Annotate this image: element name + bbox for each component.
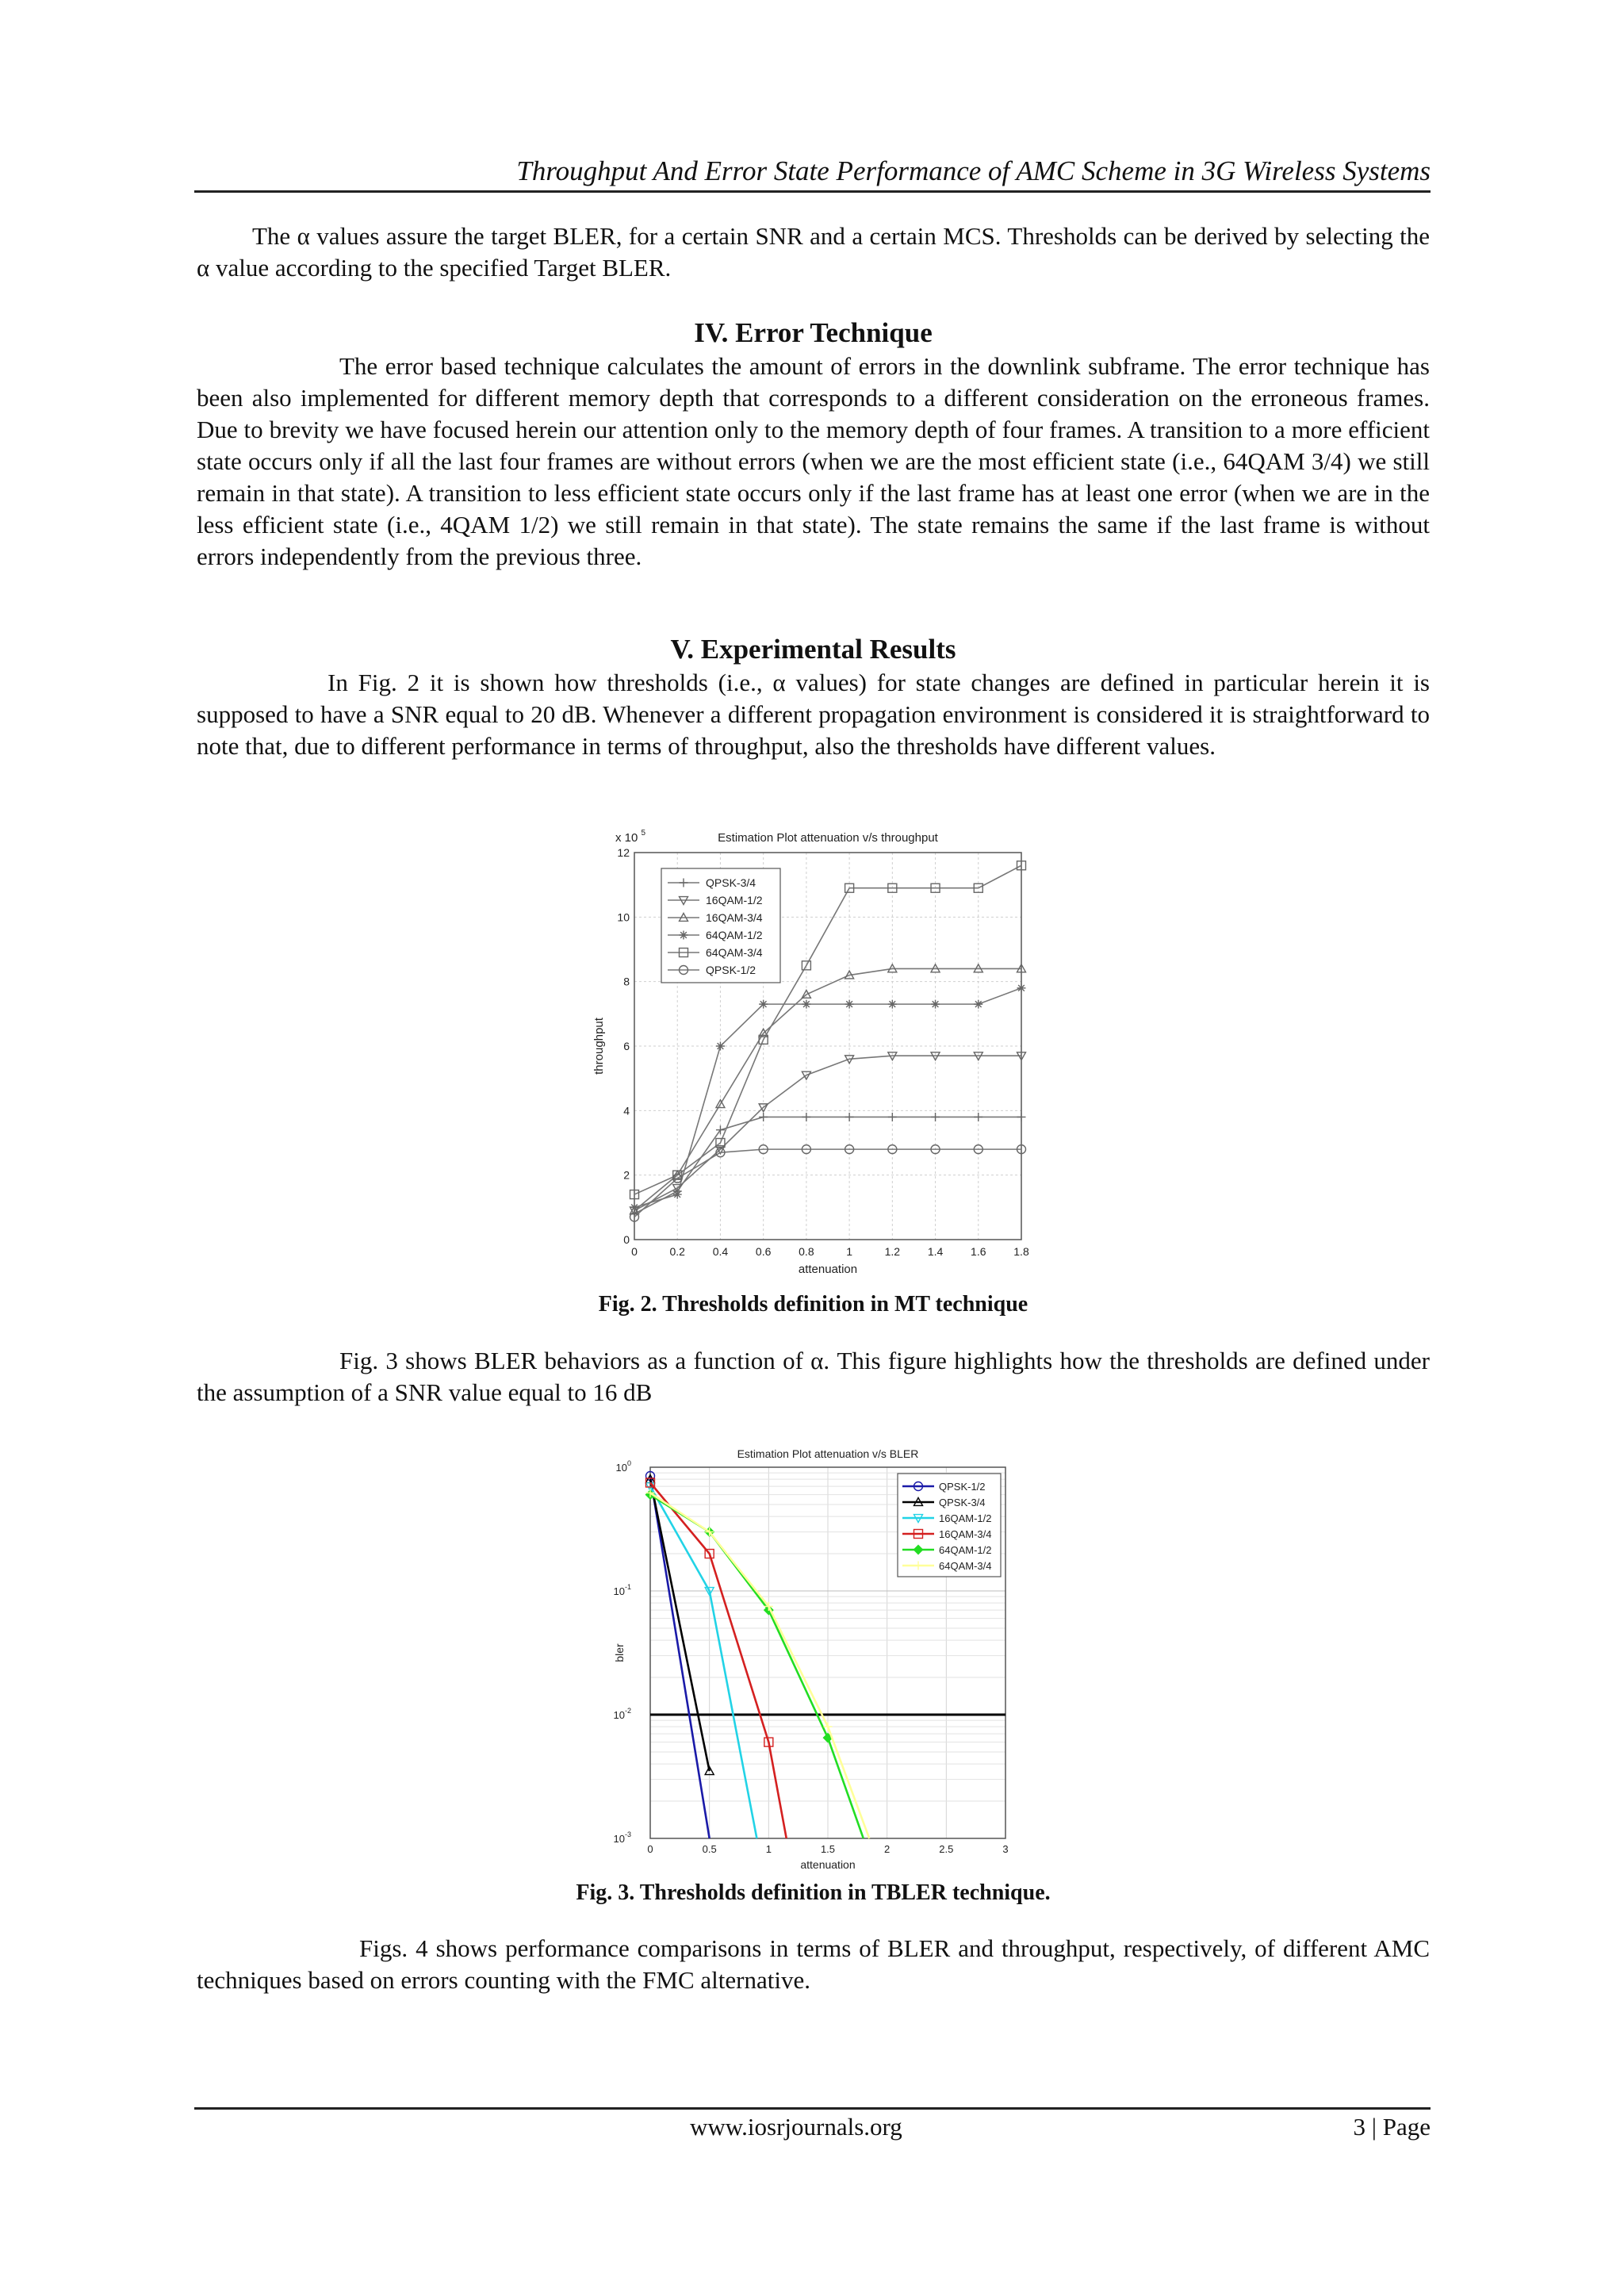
fig2-legend-label: 64QAM-1/2: [706, 929, 763, 941]
fig2-data-point: [716, 1042, 725, 1051]
fig2-data-point: [1017, 1113, 1026, 1121]
fig2-x-tick: 0.4: [712, 1245, 729, 1258]
fig3-title: Estimation Plot attenuation v/s BLER: [737, 1447, 919, 1460]
paragraph-fig2-intro: In Fig. 2 it is shown how thresholds (i.e., α values) for state changes are defined in particular herein it is supposed to have a SNR equal to 20 dB. Whenever a different propagation environment is considered it is straightforward to note that, due to different performance in terms of throughput, also the thresholds have different values.: [197, 669, 1430, 760]
fig2-data-point: [716, 1125, 725, 1134]
fig2-legend-label: 16QAM-1/2: [706, 894, 763, 907]
fig2-x-tick: 0: [631, 1245, 638, 1258]
section-heading-error-technique: IV. Error Technique: [694, 317, 933, 348]
fig3-series-line: [650, 1486, 756, 1838]
fig2-data-point: [888, 1113, 897, 1121]
fig3-legend-label: 16QAM-3/4: [939, 1528, 992, 1540]
footer-url: www.iosrjournals.org: [690, 2113, 902, 2141]
fig2-data-point: [673, 1190, 682, 1199]
fig3-x-tick: 3: [1002, 1843, 1009, 1855]
fig3-series-line: [650, 1482, 787, 1838]
fig3-y-tick: $10^{-2}$: [613, 1707, 631, 1721]
fig3-legend-label: 64QAM-3/4: [939, 1560, 992, 1572]
fig2-series-line: [634, 1117, 1021, 1213]
fig2-data-point: [759, 1113, 768, 1121]
fig2-series-line: [634, 1149, 1021, 1217]
fig2-data-point: [802, 1000, 810, 1009]
fig2-legend-label: 16QAM-3/4: [706, 911, 763, 924]
caption-fig2: Fig. 2. Thresholds definition in MT technique: [598, 1292, 1028, 1317]
paragraph-fig3-intro: Fig. 3 shows BLER behaviors as a function of α. This figure highlights how the thresholds are defined under the assumption of a SNR value equal to 16 dB: [197, 1347, 1430, 1406]
fig2-legend-marker: [680, 931, 688, 940]
fig3-y-axis-label: bler: [613, 1643, 626, 1662]
fig3-x-tick: 1: [765, 1843, 772, 1855]
figure-3-bler-chart: [603, 1437, 1015, 1888]
fig2-x-tick: 1.2: [884, 1245, 901, 1258]
fig2-y-tick: 2: [623, 1168, 630, 1182]
fig2-y-tick: 8: [623, 975, 630, 988]
fig2-legend: [661, 868, 780, 983]
fig3-series-line: [650, 1476, 710, 1838]
fig3-x-tick: 0: [647, 1843, 653, 1855]
fig3-series-line: [650, 1479, 710, 1771]
fig2-y-tick: 6: [623, 1040, 630, 1052]
fig2-data-point: [974, 1000, 982, 1009]
fig2-legend-label: QPSK-1/2: [706, 964, 756, 976]
fig3-y-tick: $10^0$: [615, 1459, 631, 1474]
fig3-x-tick: 2.5: [939, 1843, 954, 1855]
paragraph-error-technique: The error based technique calculates the amount of errors in the downlink subframe. The error technique has been also implemented for different memory depth that corresponds to a different consideration on the erroneous frames. Due to brevity we have focused herein our attention only to the memory depth of four frames. A transition to a more efficient state occurs only if all the last four frames are without errors (when we are the most efficient state (i.e., 64QAM 3/4) we still remain in that state). A transition to less efficient state occurs only if the last frame has at least one error (when we are in the less efficient state (i.e., 4QAM 1/2) we still remain in that state). The state remains the same if the last frame is without errors independently from the previous three.: [197, 352, 1430, 570]
fig2-series-line: [634, 1056, 1021, 1210]
fig2-data-point: [931, 1000, 940, 1009]
fig2-data-point: [845, 1000, 854, 1009]
fig2-x-tick: 1.4: [927, 1245, 944, 1258]
fig3-legend-label: QPSK-1/2: [939, 1481, 986, 1493]
fig2-data-point: [1017, 983, 1026, 992]
fig2-legend-label: QPSK-3/4: [706, 876, 756, 889]
fig3-series: [646, 1472, 870, 1838]
paragraph-alpha-values: The α values assure the target BLER, for a certain SNR and a certain MCS. Thresholds can be derived by selecting the α value according to the specified Target BLER.: [197, 222, 1430, 282]
fig3-x-tick: 0.5: [702, 1843, 717, 1855]
fig2-x-tick: 0.6: [755, 1245, 772, 1258]
fig2-y-tick: 0: [623, 1233, 630, 1246]
fig2-y-tick: 12: [617, 846, 630, 859]
fig2-x-axis-label: attenuation: [798, 1263, 858, 1276]
fig3-x-tick: 2: [884, 1843, 891, 1855]
fig3-legend: [898, 1474, 1001, 1577]
fig2-data-point: [845, 1113, 854, 1121]
fig3-y-tick: $10^{-1}$: [613, 1583, 631, 1597]
fig3-x-tick: 1.5: [820, 1843, 836, 1855]
fig3-x-axis-label: attenuation: [800, 1858, 856, 1871]
fig2-title: Estimation Plot attenuation v/s throughput: [718, 831, 938, 845]
caption-fig3: Fig. 3. Thresholds definition in TBLER technique.: [576, 1880, 1051, 1905]
fig2-y-tick: 4: [623, 1104, 630, 1117]
fig3-y-tick: $10^{-3}$: [613, 1830, 631, 1845]
fig2-y-axis-label: throughput: [592, 1018, 606, 1075]
fig3-legend-label: 64QAM-1/2: [939, 1544, 992, 1556]
figure-2-throughput-chart: [587, 821, 1031, 1285]
fig3-legend-label: 16QAM-1/2: [939, 1512, 992, 1524]
fig2-data-point: [802, 1113, 810, 1121]
section-heading-experimental-results: V. Experimental Results: [670, 634, 956, 665]
fig2-x-tick: 0.2: [669, 1245, 685, 1258]
fig3-legend-label: QPSK-3/4: [939, 1497, 986, 1508]
fig2-data-point: [759, 1000, 768, 1009]
fig2-data-point: [931, 1113, 940, 1121]
fig2-x-tick: 0.8: [799, 1245, 814, 1258]
footer-rule: [194, 2107, 1431, 2110]
fig2-data-point: [888, 1000, 897, 1009]
fig2-y-tick: 10: [617, 910, 630, 924]
fig2-x-tick: 1: [846, 1245, 853, 1258]
paragraph-fig4-intro: Figs. 4 shows performance comparisons in terms of BLER and throughput, respectively, of different AMC techniques based on errors counting with the FMC alternative.: [197, 1934, 1430, 1994]
fig2-data-point: [974, 1113, 982, 1121]
fig2-y-multiplier: x 10 $^5$: [615, 829, 646, 845]
footer-page-number: 3 | Page: [1353, 2113, 1431, 2141]
fig2-x-tick: 1.6: [971, 1245, 986, 1258]
running-header: Throughput And Error State Performance of AMC Scheme in 3G Wireless Systems: [194, 152, 1431, 193]
fig2-legend-label: 64QAM-3/4: [706, 946, 763, 959]
fig2-x-tick: 1.8: [1013, 1245, 1029, 1258]
